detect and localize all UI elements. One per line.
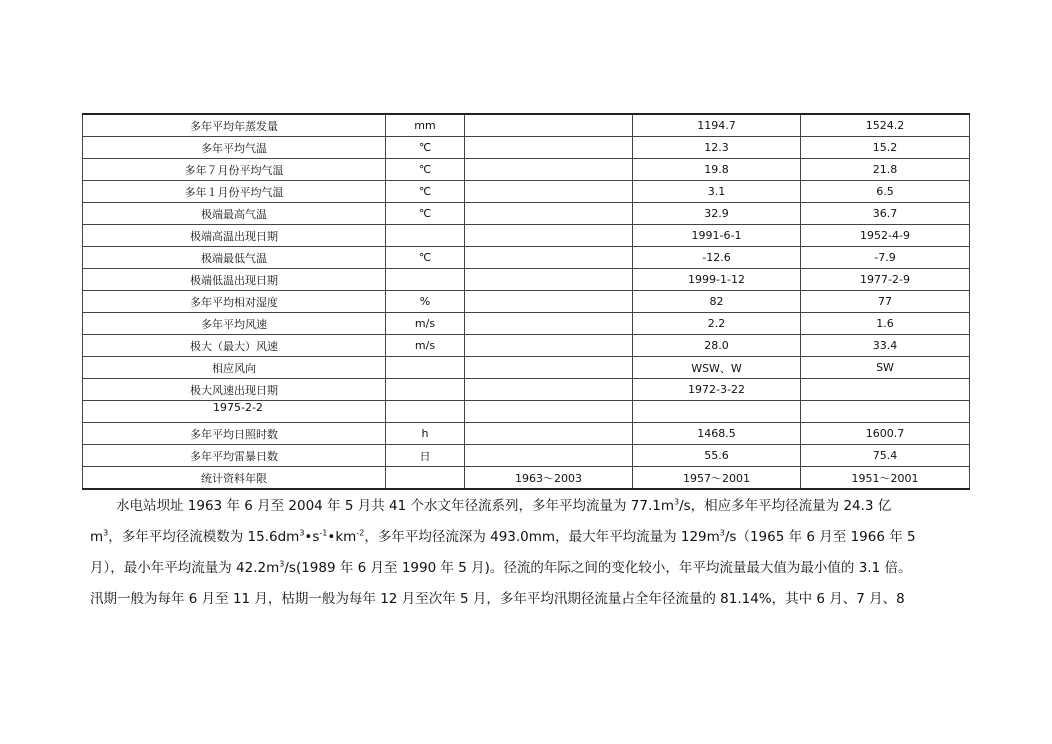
body-paragraph — [90, 491, 970, 615]
cell-c3 — [465, 114, 633, 137]
cell-unit: 日 — [386, 445, 465, 467]
cell-c5: 1951～2001 — [801, 467, 970, 490]
table-row — [83, 225, 970, 247]
cell-c5: 36.7 — [801, 203, 970, 225]
cell-c4: 12.3 — [633, 137, 801, 159]
cell-c5 — [801, 379, 970, 401]
cell-c5: 6.5 — [801, 181, 970, 203]
table-row — [83, 445, 970, 467]
cell-c4: 82 — [633, 291, 801, 313]
cell-c3 — [465, 401, 633, 423]
cell-name: 多年平均雷暴日数 — [83, 445, 386, 467]
cell-c5: 1524.2 — [801, 114, 970, 137]
cell-name: 极端最低气温 — [83, 247, 386, 269]
table-row — [83, 181, 970, 203]
table-row — [83, 269, 970, 291]
cell-name: 相应风向 — [83, 357, 386, 379]
cell-name: 多年平均气温 — [83, 137, 386, 159]
cell-c3 — [465, 357, 633, 379]
table-body — [83, 114, 970, 489]
cell-c4: -12.6 — [633, 247, 801, 269]
cell-unit — [386, 357, 465, 379]
cell-c4: WSW、W — [633, 357, 801, 379]
cell-c4: 1991-6-1 — [633, 225, 801, 247]
cell-name: 多年平均相对湿度 — [83, 291, 386, 313]
cell-c5: 33.4 — [801, 335, 970, 357]
cell-unit: m/s — [386, 335, 465, 357]
cell-c3: 1963～2003 — [465, 467, 633, 490]
cell-c5: 15.2 — [801, 137, 970, 159]
cell-unit: h — [386, 423, 465, 445]
cell-c3 — [465, 181, 633, 203]
cell-c5: SW — [801, 357, 970, 379]
cell-c4: 1999-1-12 — [633, 269, 801, 291]
cell-c5: 1.6 — [801, 313, 970, 335]
cell-unit — [386, 401, 465, 423]
cell-c3 — [465, 423, 633, 445]
cell-c5: 1977-2-9 — [801, 269, 970, 291]
cell-name: 多年１月份平均气温 — [83, 181, 386, 203]
cell-c5: 1952-4-9 — [801, 225, 970, 247]
cell-c3 — [465, 225, 633, 247]
cell-name: 1975-2-2 — [83, 401, 386, 423]
cell-unit: ℃ — [386, 203, 465, 225]
cell-name: 多年平均日照时数 — [83, 423, 386, 445]
table-row — [83, 114, 970, 137]
cell-unit — [386, 467, 465, 490]
cell-unit: m/s — [386, 313, 465, 335]
cell-c5: 1600.7 — [801, 423, 970, 445]
table-row — [83, 159, 970, 181]
table-row — [83, 423, 970, 445]
paragraph-line-3: 月），最小年平均流量为 $42.2m^3/s(1989$ 年 6 月至 1990 年 5 月)。径流的年际之间的变化较小，年平均流量最大值为最小值的 3.1 倍。 — [90, 559, 912, 576]
table-row — [83, 357, 970, 379]
cell-c4: 1194.7 — [633, 114, 801, 137]
cell-c4: 1972-3-22 — [633, 379, 801, 401]
cell-c3 — [465, 269, 633, 291]
cell-c3 — [465, 159, 633, 181]
table-row — [83, 335, 970, 357]
cell-c5: -7.9 — [801, 247, 970, 269]
table-row — [83, 401, 970, 423]
cell-unit: ℃ — [386, 137, 465, 159]
table-row — [83, 291, 970, 313]
cell-c3 — [465, 291, 633, 313]
cell-c3 — [465, 335, 633, 357]
cell-c4: 3.1 — [633, 181, 801, 203]
cell-c4: 1957～2001 — [633, 467, 801, 490]
cell-c5: 75.4 — [801, 445, 970, 467]
cell-c4: 32.9 — [633, 203, 801, 225]
cell-unit: ℃ — [386, 181, 465, 203]
cell-c4: 2.2 — [633, 313, 801, 335]
cell-unit — [386, 379, 465, 401]
cell-c3 — [465, 137, 633, 159]
cell-unit: mm — [386, 114, 465, 137]
cell-c3 — [465, 203, 633, 225]
cell-unit: ℃ — [386, 159, 465, 181]
cell-name: 统计资料年限 — [83, 467, 386, 490]
cell-c5: 77 — [801, 291, 970, 313]
table-row — [83, 467, 970, 490]
cell-unit — [386, 225, 465, 247]
cell-c4: 1468.5 — [633, 423, 801, 445]
paragraph-line-2: $m^3$，多年平均径流模数为 $15.6dm^3•s^{-1}•km^{-2}$，多年平均径流深为 493.0mm，最大年平均流量为 $129m^3/s(1965$ 年 6 月至 1966 年 5 — [90, 528, 916, 545]
cell-c3 — [465, 379, 633, 401]
paragraph-line-4: 汛期一般为每年 6 月至 11 月，枯期一般为每年 12 月至次年 5 月，多年平均汛期径流量占全年径流量的 81.14%，其中 6 月、7 月、8 — [90, 591, 905, 607]
meteorology-table — [82, 113, 970, 490]
table-row — [83, 379, 970, 401]
cell-c3 — [465, 247, 633, 269]
cell-name: 极端高温出现日期 — [83, 225, 386, 247]
paragraph-line-1: 水电站坝址 1963 年 6 月至 2004 年 5 月共 41 个水文年径流系列，多年平均流量为 $77.1m^3/s$，相应多年平均径流量为 24.3 亿 — [116, 497, 892, 514]
cell-c4: 19.8 — [633, 159, 801, 181]
cell-unit: % — [386, 291, 465, 313]
cell-c5 — [801, 401, 970, 423]
cell-c4 — [633, 401, 801, 423]
table-row — [83, 247, 970, 269]
cell-c4: 55.6 — [633, 445, 801, 467]
cell-name: 多年平均风速 — [83, 313, 386, 335]
table-row — [83, 137, 970, 159]
cell-unit — [386, 269, 465, 291]
cell-unit: ℃ — [386, 247, 465, 269]
cell-c3 — [465, 313, 633, 335]
cell-name: 极大（最大）风速 — [83, 335, 386, 357]
cell-c4: 28.0 — [633, 335, 801, 357]
table-row — [83, 203, 970, 225]
cell-name: 极端低温出现日期 — [83, 269, 386, 291]
cell-name: 多年７月份平均气温 — [83, 159, 386, 181]
cell-c5: 21.8 — [801, 159, 970, 181]
cell-name: 多年平均年蒸发量 — [83, 114, 386, 137]
cell-c3 — [465, 445, 633, 467]
cell-name: 极端最高气温 — [83, 203, 386, 225]
cell-name: 极大风速出现日期 — [83, 379, 386, 401]
table-row — [83, 313, 970, 335]
